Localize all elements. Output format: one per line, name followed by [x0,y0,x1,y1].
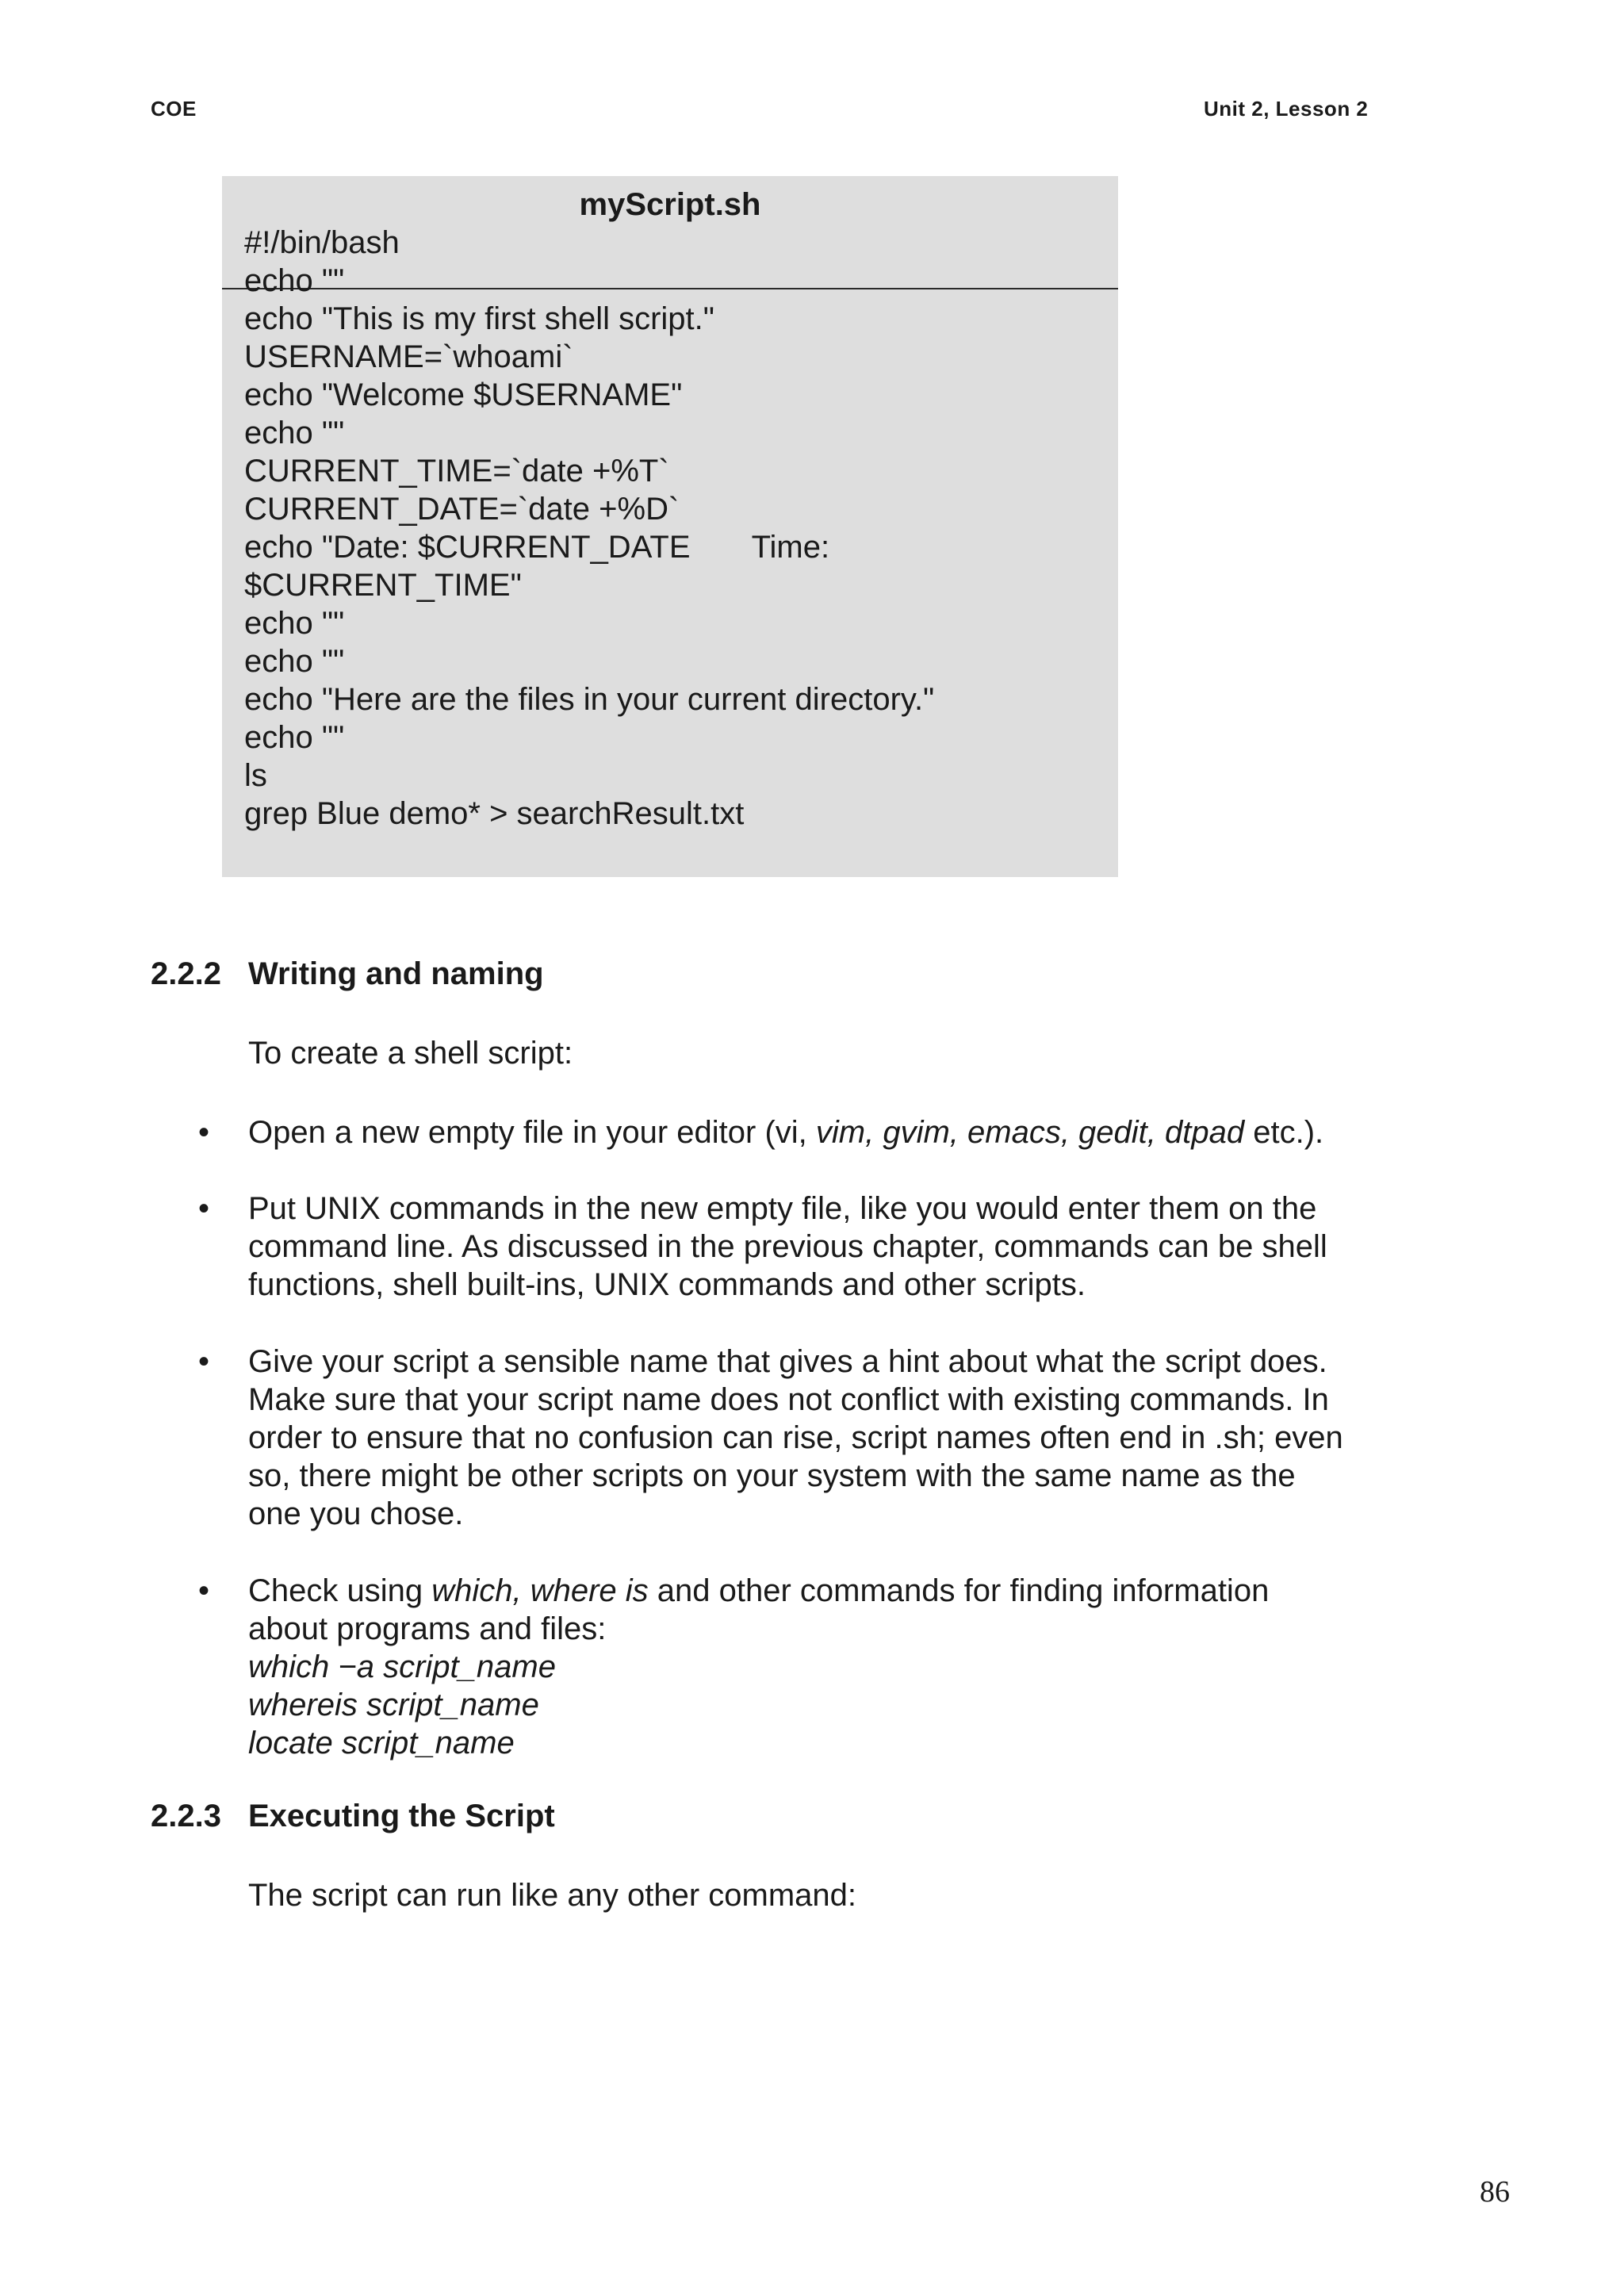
code-line: CURRENT_DATE=`date +%D` [244,492,680,527]
code-line: USERNAME=`whoami` [244,339,573,374]
bullet-line [248,1572,1406,1610]
code-listing-title: myScript.sh [579,187,761,222]
bullet-item-check [248,1572,1406,1762]
code-line: grep Blue demo* > searchResult.txt [244,796,745,831]
code-line: echo "Date: $CURRENT_DATE Time: [244,530,830,565]
code-lines [244,224,934,833]
bullet-marker: • [198,1344,210,1379]
section-heading: Executing the Script [248,1799,555,1833]
command-example: whereis script_name [248,1688,539,1722]
bullet-item-naming [248,1343,1406,1533]
code-line: CURRENT_TIME=`date +%T` [244,454,669,489]
bullet-text-plain: etc.). [1244,1115,1324,1150]
bullet-text-italic: vim, gvim, emacs, gedit, dtpad [815,1115,1245,1150]
bullet-text-plain: and other commands for finding information [648,1573,1270,1608]
bullet-line: order to ensure that no confusion can rise, script names often end in .sh; even [248,1420,1343,1455]
command-example: locate script_name [248,1726,515,1761]
code-line: echo "" [244,606,345,641]
code-line: echo "Here are the files in your current directory." [244,682,935,717]
code-listing-box [222,176,1118,877]
bullet-line: about programs and files: [248,1611,607,1646]
bullet-line: so, there might be other scripts on your system with the same name as the [248,1458,1296,1493]
bullet-marker: • [198,1573,210,1608]
bullet-text-italic: which, where is [431,1573,649,1608]
code-line: echo "" [244,416,345,450]
section-number: 2.2.3 [151,1799,221,1833]
code-line: echo "" [244,263,345,298]
code-line: echo "This is my first shell script." [244,301,714,336]
code-line: echo "" [244,644,345,679]
bullet-line: one you chose. [248,1496,464,1531]
code-line: echo "" [244,720,345,755]
code-line: ls [244,758,267,793]
bullet-item-commands [248,1190,1406,1304]
bullet-line [248,1113,1406,1151]
bullet-line: functions, shell built-ins, UNIX commands and other scripts. [248,1267,1086,1302]
bullet-marker: • [198,1191,210,1226]
header-course: COE [151,97,197,121]
bullet-line: Give your script a sensible name that gives a hint about what the script does. [248,1344,1327,1379]
bullet-item-editor [248,1113,1406,1151]
bullet-text-plain: Check using [248,1573,432,1608]
bullet-line: Make sure that your script name does not conflict with existing commands. In [248,1382,1329,1417]
section-number: 2.2.2 [151,956,221,991]
header-unit-lesson: Unit 2, Lesson 2 [1204,97,1369,121]
code-line: $CURRENT_TIME" [244,568,522,603]
bullet-line: Put UNIX commands in the new empty file, like you would enter them on the [248,1191,1317,1226]
bullet-line: command line. As discussed in the previous chapter, commands can be shell [248,1229,1327,1264]
section-intro-text: To create a shell script: [248,1036,573,1071]
bullet-marker: • [198,1115,210,1150]
bullet-text-plain: Open a new empty file in your editor (vi, [248,1115,816,1150]
code-line: echo "Welcome $USERNAME" [244,377,683,412]
section-intro-text: The script can run like any other command: [248,1878,857,1913]
code-line: #!/bin/bash [244,225,400,260]
page-number: 86 [1480,2175,1510,2209]
command-example: which −a script_name [248,1649,556,1684]
section-heading: Writing and naming [248,956,544,991]
